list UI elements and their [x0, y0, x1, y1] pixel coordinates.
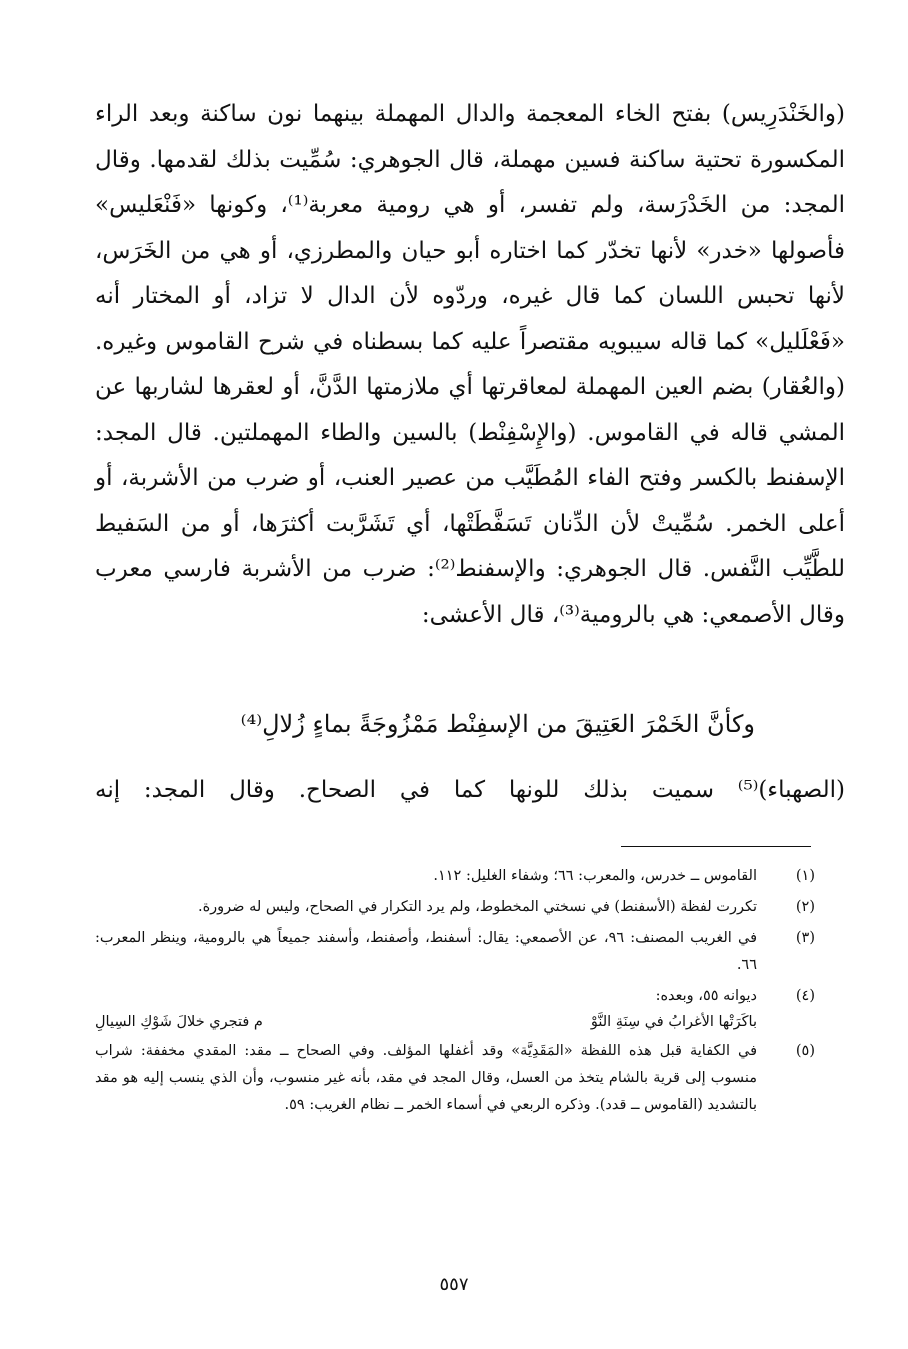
footnote-separator — [621, 846, 811, 847]
footnote-text: في الغريب المصنف: ٩٦، عن الأصمعي: يقال: أسفنط، وأصفنط، وأسفند جميعاً هي بالرومية، وينظر المعرب: ٦٦. — [95, 930, 758, 973]
footnote-number: (٣) — [795, 930, 815, 946]
poetry-verse: وكأنَّ الخَمْرَ العَتِيقَ من الإسفِنْط مَمْزُوجَةً بماءٍ زُلالِ⁽⁴⁾ — [240, 710, 755, 738]
footnote-number: (٤) — [795, 988, 815, 1004]
couplet-first-hemistich: باكَرَتْها الأغرابُ في سِنَةِ النَّوْ — [590, 1014, 757, 1030]
footnote-4 — [95, 983, 815, 1034]
page-number: ٥٥٧ — [439, 1274, 469, 1295]
main-paragraph: (والخَنْدَرِيس) بفتح الخاء المعجمة والدال المهملة بينهما نون ساكنة وبعد الراء المكسورة تحتية ساكنة فسين مهملة، قال الجوهري: سُمِّيت بذلك لقدمها. وقال المجد: من الخَدْرَسة، ولم تفسر، أو هي رومية معربة⁽¹⁾، وكونها «فَنْعَليس» فأصولها «خدر» لأنها تخدّر كما اختاره أبو حيان والمطرزي، أو هي من الخَرَس، لأنها تحبس اللسان كما قال غيره، وردّوه لأن الدال لا تزاد، أو المختار أنه «فَعْلَليل» كما قاله سيبويه مقتصراً عليه كما بسطناه في شرح القاموس وغيره. (والعُقار) بضم العين المهملة لمعاقرتها أي ملازمتها الدَّنَّ، أو لعقرها لشاربها عن المشي قاله في القاموس. (والإِسْفِنْط) بالسين والطاء المهملتين. قال المجد: الإسفنط بالكسر وفتح الفاء المُطَيَّب من عصير العنب، أو ضرب من الأشربة، أو أعلى الخمر. سُمِّيتْ لأن الدِّنان تَسَفَّطَتْها، أي تَشَرَّبت أكثرَها، أو من السَفيط للطَّيِّب النَّفس. قال الجوهري: والإسفنط⁽²⁾: ضرب من الأشربة فارسي معرب وقال الأصمعي: هي بالرومية⁽³⁾، قال الأعشى: — [95, 101, 846, 628]
footnote-3 — [95, 925, 815, 979]
main-text — [95, 92, 845, 638]
footnote-couplet — [95, 1010, 757, 1034]
footnote-text: في الكفاية قبل هذه اللفظة «المَقَدِيَّة» وقد أغفلها المؤلف. وفي الصحاح ــ مقد: المقدي مخففة: شراب منسوب إلى قرية بالشام يتخذ من العسل، وقال المجد في مقد، بأنه غير منسوب، وأن الذي ينسب إليه هو مقد بالتشديد (القاموس ــ قدد). وذكره الربعي في أسماء الخمر ــ نظام الغريب: ٥٩. — [95, 1043, 757, 1113]
continuation-line: (الصهباء)⁽⁵⁾ سميت بذلك للونها كما في الصحاح. وقال المجد: إنه — [95, 777, 845, 803]
footnote-5 — [95, 1038, 815, 1119]
footnote-text: تكررت لفظة (الأسفنط) في نسختي المخطوط، ولم يرد التكرار في الصحاح، وليس له ضرورة. — [197, 899, 757, 915]
couplet-second-hemistich: م فتجري خلالَ شَوْكِ السِيالِ — [95, 1014, 263, 1030]
footnote-text: القاموس ــ خدرس، والمعرب: ٦٦؛ وشفاء الغليل: ١١٢. — [433, 868, 757, 884]
footnote-number: (٥) — [795, 1043, 815, 1059]
footnote-1 — [95, 863, 815, 890]
footnote-number: (٢) — [795, 899, 815, 915]
footnote-2 — [95, 894, 815, 921]
footnote-text: ديوانه ٥٥، وبعده: — [655, 988, 757, 1004]
footnote-number: (١) — [795, 868, 815, 884]
footnotes — [95, 863, 815, 1123]
